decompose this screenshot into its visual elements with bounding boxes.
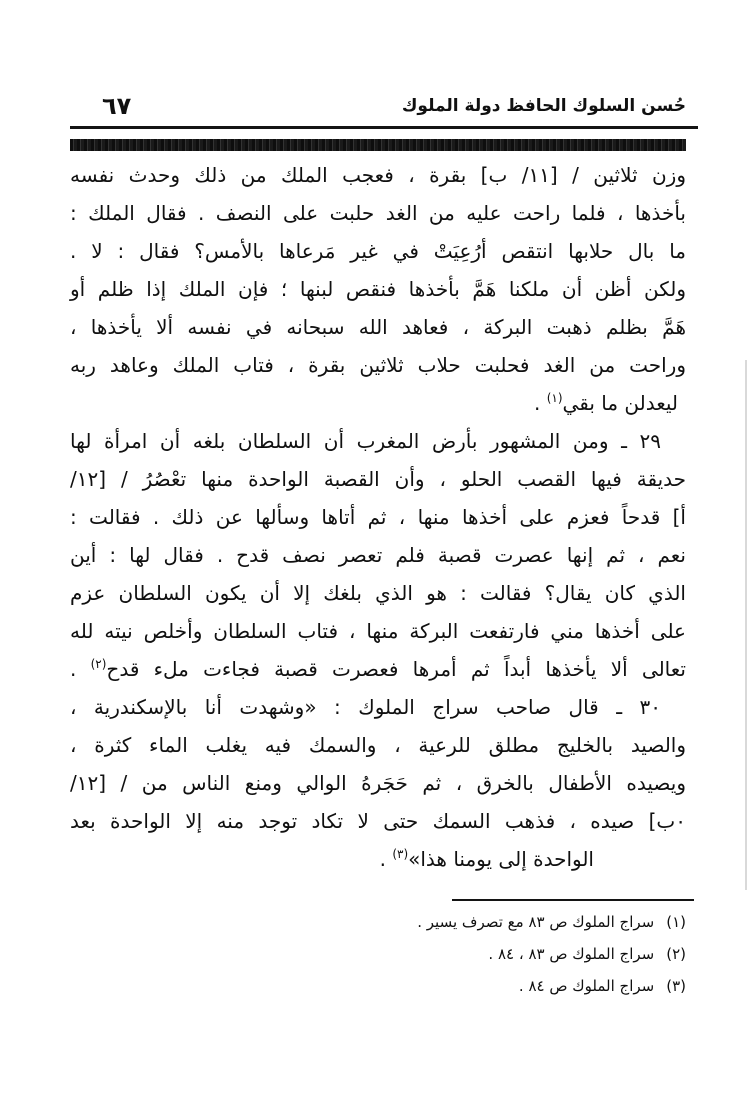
text-line: حديقة فيها القصب الحلو ، وأن القصبة الواحدة منها تعْصُرُ / [١٢/ [70,467,686,491]
text-line: ليعدلن ما بقي$^{(١)}$ . [533,391,678,415]
text-line: وراحت من الغد فحلبت حلاب ثلاثين بقرة ، فتاب الملك وعاهد ربه [70,353,686,377]
footnote-marker: (٢) [666,945,686,963]
text-line: والصيد بالخليج مطلق للرعية ، والسمك فيه يغلب الماء كثرة ، [70,733,686,757]
footnote-separator-rule [452,899,694,901]
text-line: ٠ب] صيده ، فذهب السمك حتى لا تكاد توجد منه إلا الواحدة بعد [70,809,686,833]
text-line: أ] قدحاً فعزم على أخذها منها ، ثم أتاها وسألها عن ذلك . فقالت : [70,505,686,529]
footnote-text: سراج الملوك ص ٨٤ . [518,977,655,995]
page-number: ٦٧ [102,92,132,120]
text-line: ولكن أظن أن ملكنا هَمَّ بأخذها فنقص لبنها ؛ فإن الملك إذا ظلم أو [70,277,686,301]
footnote-ref: (٢) [90,657,107,671]
text-line: ويصيده الأطفال بالخرق ، ثم حَجَرهُ الوالي ومنع الناس من / [١٢/ [70,771,686,795]
header-thin-rule [70,126,698,129]
text-line: بأخذها ، فلما راحت عليه من الغد حلبت على النصف . فقال الملك : [70,201,686,225]
footnote-line [70,970,686,1002]
footnote-text: سراج الملوك ص ٨٣ مع تصرف يسير . [417,913,655,931]
footnote-marker: (١) [666,913,686,931]
scan-artifact-line [745,360,747,890]
footnote-ref: (٣) [392,847,409,861]
footnote-ref: (١) [546,391,563,405]
footnote-line [70,906,686,938]
footnote-marker: (٣) [666,977,686,995]
text-line: على أخذها مني فارتفعت البركة منها ، فتاب السلطان وأخلص نيته لله [70,619,686,643]
footnote-text: سراج الملوك ص ٨٣ ، ٨٤ . [488,945,655,963]
footnotes [70,906,686,1002]
text-line: هَمَّ بظلم ذهبت البركة ، فعاهد الله سبحانه في نفسه ألا يأخذها ، [70,315,686,339]
text-line: وزن ثلاثين / [١١/ ب] بقرة ، فعجب الملك من ذلك وحدث نفسه [70,163,686,187]
text-line: ما بال حلابها انتقص أرُعِيَتْ في غير مَرعاها بالأمس؟ فقال : لا . [70,239,686,263]
text-line: نعم ، ثم إنها عصرت قصبة فلم تعصر نصف قدح . فقال لها : أين [70,543,686,567]
header-ornament-bar [70,139,686,151]
text-line: ٣٠ ـ قال صاحب سراج الملوك : «وشهدت أنا بالإسكندرية ، [70,695,661,719]
footnote-line [70,938,686,970]
body-text [70,156,686,878]
text-line: الذي كان يقال؟ فقالت : هو الذي بلغك إلا أن يكون السلطان عزم [70,581,686,605]
page-header-title: حُسن السلوك الحافظ دولة الملوك [401,96,686,116]
text-line: الواحدة إلى يومنا هذا»$^{(٣)}$ . [379,847,594,871]
text-line: ٢٩ ـ ومن المشهور بأرض المغرب أن السلطان بلغه أن امرأة لها [70,429,661,453]
text-line: تعالى ألا يأخذها أبداً ثم أمرها فعصرت قصبة فجاءت ملء قدح$^{(٢)}$ . [70,657,686,681]
